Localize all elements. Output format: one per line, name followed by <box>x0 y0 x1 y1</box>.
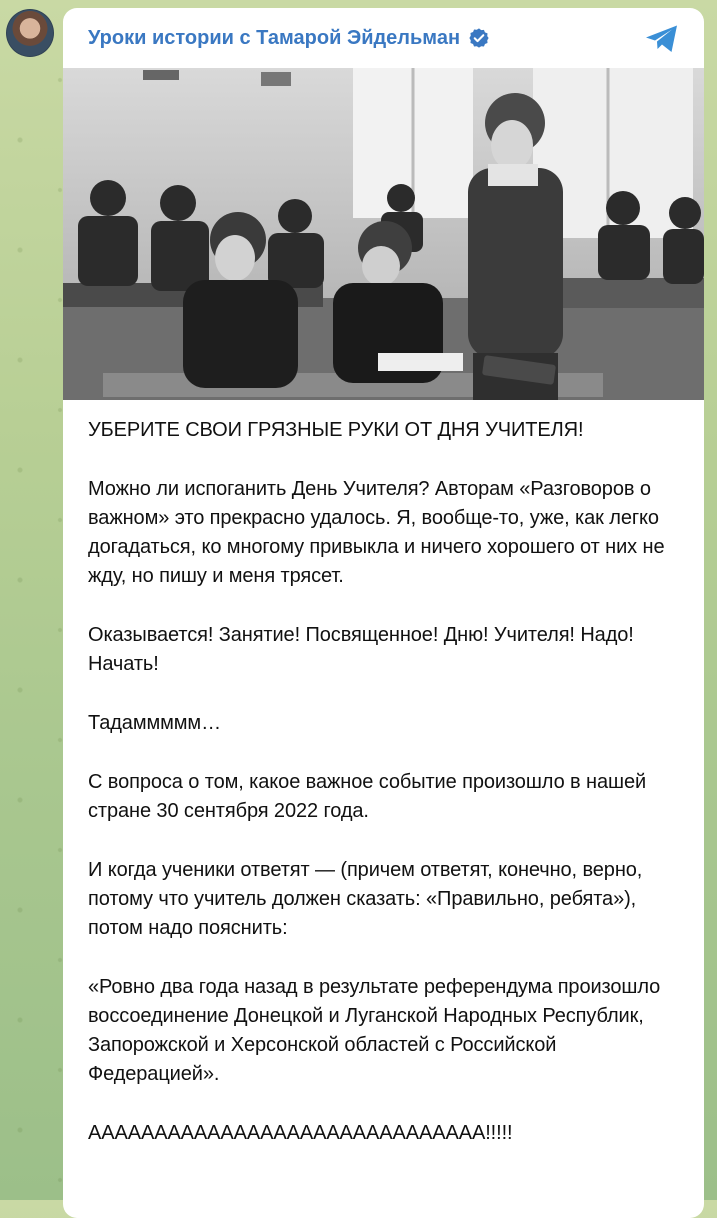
post-paragraph: И когда ученики ответят — (причем ответят, конечно, верно, потому что учитель должен сказать: «Правильно, ребята»), потом надо пояснить: <box>88 859 643 939</box>
post-paragraph: АААААААААААААААААААААААААААААА!!!!! <box>88 1122 513 1144</box>
channel-name[interactable]: Уроки истории с Тамарой Эйдельман <box>88 26 461 49</box>
post-paragraph: С вопроса о том, какое важное событие произошло в нашей стране 30 сентября 2022 года. <box>88 771 647 822</box>
post-text <box>63 400 704 1148</box>
post-paragraph: Оказывается! Занятие! Посвященное! Дню! Учителя! Надо! Начать! <box>88 624 634 675</box>
message-bubble <box>63 8 704 1218</box>
post-paragraph: «Ровно два года назад в результате референдума произошло воссоединение Донецкой и Луганской Народных Республик, Запорожской и Херсонской областей с Российской Федерацией». <box>88 976 661 1085</box>
post-paragraph: Можно ли испоганить День Учителя? Авторам «Разговоров о важном» это прекрасно удалось. Я, вообще-то, уже, как легко догадаться, ко многому привыкла и ничего хорошего от них не жду, но пишу и меня трясет. <box>88 478 665 587</box>
post-paragraph: Тадаммммм… <box>88 712 221 734</box>
message-header <box>63 8 704 68</box>
verified-badge-icon <box>468 27 490 49</box>
channel-avatar[interactable] <box>6 9 54 57</box>
telegram-share-icon[interactable] <box>644 24 680 54</box>
post-headline: УБЕРИТЕ СВОИ ГРЯЗНЫЕ РУКИ ОТ ДНЯ УЧИТЕЛЯ! <box>88 419 584 441</box>
classroom-photo[interactable] <box>63 68 704 400</box>
